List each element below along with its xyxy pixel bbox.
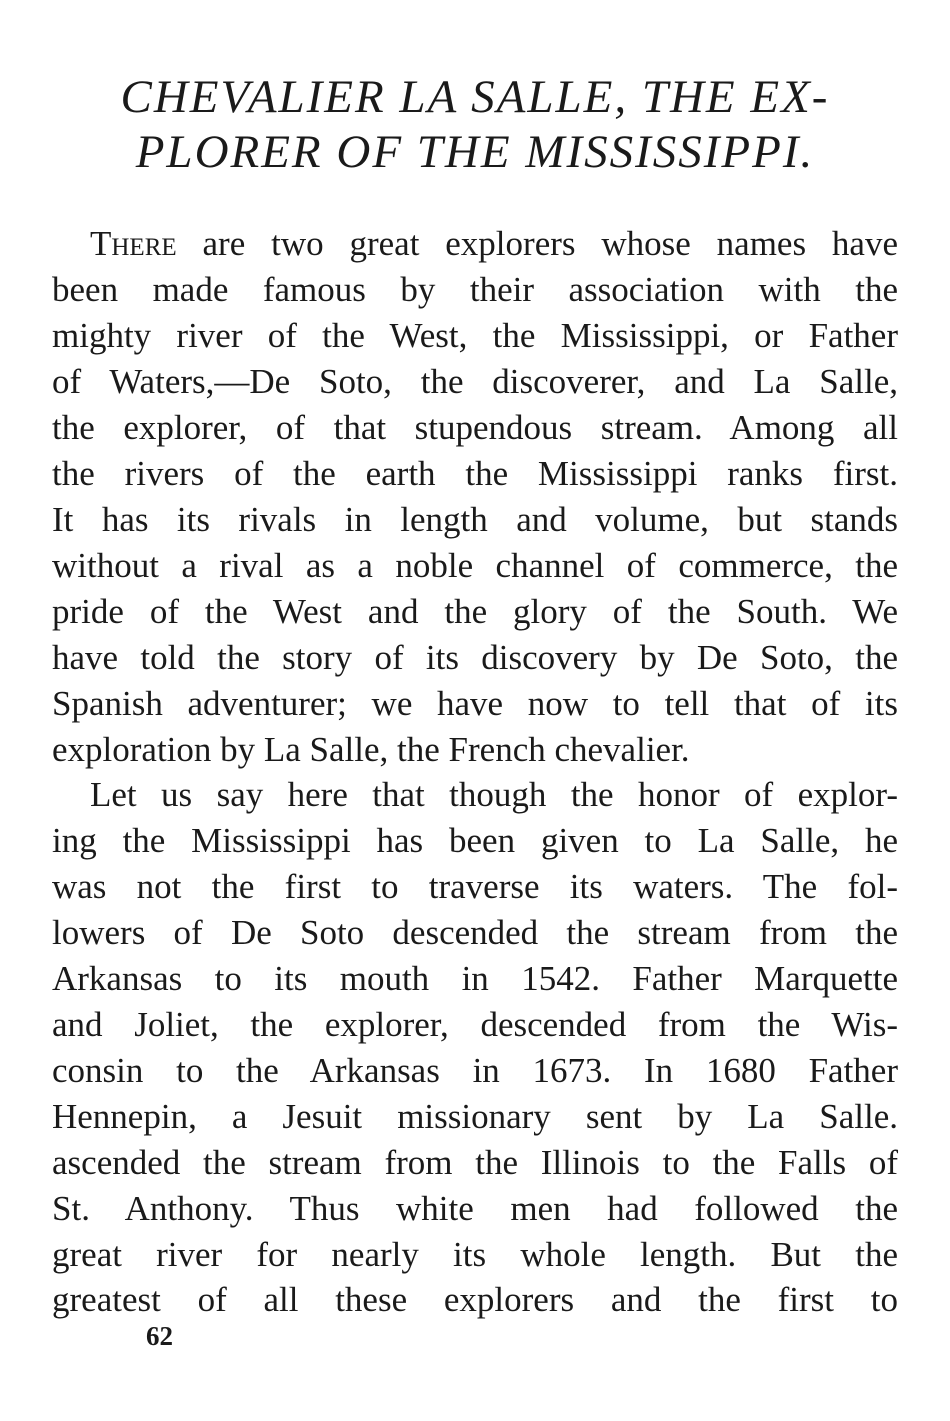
paragraph-1-line: been made famous by their association with the	[52, 270, 898, 309]
paragraph-2-line: ing the Mississippi has been given to La Salle, he	[52, 821, 898, 860]
paragraph-2-line-1: Let us say here that though the honor of explor-	[90, 775, 898, 814]
paragraph-1-line: have told the story of its discovery by De Soto, the	[52, 638, 898, 677]
paragraph-2-line: was not the first to traverse its waters. The fol-	[52, 867, 898, 906]
paragraph-2-line: ascended the stream from the Illinois to the Falls of	[52, 1143, 898, 1182]
paragraph-1-line: Spanish adventurer; we have now to tell that of its	[52, 684, 898, 723]
paragraph-2-line: Arkansas to its mouth in 1542. Father Marquette	[52, 959, 898, 998]
paragraph-1-line: It has its rivals in length and volume, but stands	[52, 500, 898, 539]
paragraph-2-line: Hennepin, a Jesuit missionary sent by La Salle.	[52, 1097, 898, 1136]
paragraph-2-line: lowers of De Soto descended the stream from the	[52, 913, 898, 952]
paragraph-1-line: pride of the West and the glory of the South. We	[52, 592, 898, 631]
paragraph-1-line: without a rival as a noble channel of commerce, the	[52, 546, 898, 585]
page-number: 62	[146, 1321, 173, 1351]
paragraph-2-line: and Joliet, the explorer, descended from the Wis-	[52, 1005, 898, 1044]
paragraph-2-line: St. Anthony. Thus white men had followed the	[52, 1189, 898, 1228]
paragraph-1-line: of Waters,—De Soto, the discoverer, and La Salle,	[52, 362, 898, 401]
chapter-title-line-1: CHEVALIER LA SALLE, THE EX-	[120, 71, 830, 123]
paragraph-2-line: greatest of all these explorers and the first to	[52, 1280, 898, 1319]
paragraph-1-line: the rivers of the earth the Mississippi ranks first.	[52, 454, 898, 493]
paragraph-1-line-last: exploration by La Salle, the French chevalier.	[52, 730, 690, 769]
opening-word: There	[90, 224, 177, 263]
paragraph-1-line: mighty river of the West, the Mississippi, or Father	[52, 316, 898, 355]
paragraph-2-line: great river for nearly its whole length. But the	[52, 1235, 898, 1274]
paragraph-1-line: the explorer, of that stupendous stream. Among all	[52, 408, 898, 447]
paragraph-2-line: consin to the Arkansas in 1673. In 1680 Father	[52, 1051, 898, 1090]
paragraph-1-line-1-rest: are two great explorers whose names have	[176, 224, 898, 263]
chapter-title-line-2: PLORER OF THE MISSISSIPPI.	[135, 126, 815, 178]
paragraph-1-line-1	[90, 221, 898, 267]
